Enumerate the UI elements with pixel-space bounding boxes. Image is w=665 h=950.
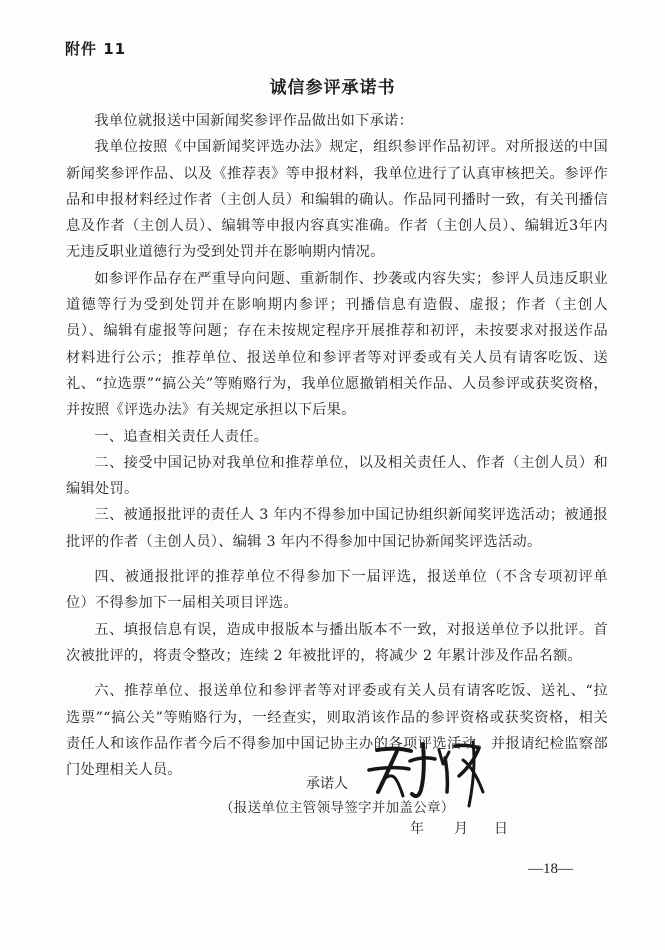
date-line xyxy=(410,818,508,838)
date-year-label: 年 xyxy=(410,821,424,837)
document-body xyxy=(66,108,608,783)
date-month-label: 月 xyxy=(454,821,468,837)
promisor-label: 承诺人 xyxy=(306,776,348,792)
clause-2: 二、接受中国记协对我单位和推荐单位，以及相关责任人、作者（主创人员）和编辑处罚。 xyxy=(66,454,608,498)
date-day-label: 日 xyxy=(494,821,508,837)
attachment-label: 附件 11 xyxy=(65,40,127,58)
page-number: —18— xyxy=(528,861,573,877)
consequences-paragraph: 如参评作品存在严重导向问题、重新制作、抄袭或内容失实；参评人员违反职业道德等行为受到处罚并在影响期内参评；刊播信息有造假、虚报；作者（主创人员）、编辑有虚报等问题；存在未按规定程序开展推荐和初评，未按要求对报送作品材料进行公示；推荐单位、报送单位和参评者等对评委或有关人员有请客吃饭、送礼、“拉选票”“搞公关”等贿赂行为，我单位愿撤销相关作品、人员参评或获奖资格，并按照《评选办法》有关规定承担以下后果。 xyxy=(66,270,608,419)
intro-paragraph: 我单位就报送中国新闻奖参评作品做出如下承诺： xyxy=(94,113,414,129)
clause-4: 四、被通报批评的推荐单位不得参加下一届评选，报送单位（不含专项初评单位）不得参加下一届相关项目评选。 xyxy=(66,569,608,612)
document-title: 诚信参评承诺书 xyxy=(269,78,396,98)
signature-instruction: （报送单位主管领导签字并加盖公章） xyxy=(220,800,455,816)
clause-5: 五、填报信息有误，造成申报版本与播出版本不一致，对报送单位予以批评。首次被批评的，将责令整改；连续 2 年被批评的，将减少 2 年累计涉及作品名额。 xyxy=(66,621,608,664)
clause-1: 一、追查相关责任人责任。 xyxy=(94,428,269,445)
commitment-paragraph: 我单位按照《中国新闻奖评选办法》规定，组织参评作品初评。对所报送的中国新闻奖参评作品、以及《推荐表》等申报材料，我单位进行了认真审核把关。参评作品和申报材料经过作者（主创人员）和编辑的确认。作品同刊播时一致，有关刊播信息及作者（主创人员）、编辑等申报内容真实准确。作者（主创人员）、编辑近3年内无违反职业道德行为受到处罚并在影响期内情况。 xyxy=(66,139,608,261)
clause-3: 三、被通报批评的责任人 3 年内不得参加中国记协组织新闻奖评选活动；被通报批评的作者（主创人员）、编辑 3 年内不得参加中国记协新闻奖评选活动。 xyxy=(66,507,608,550)
clause-6: 六、推荐单位、报送单位和参评者等对评委或有关人员有请客吃饭、送礼、“拉选票”“搞公关”等贿赂行为，一经查实，则取消该作品的参评资格或获奖资格，相关责任人和该作品作者今后不得参加中国记协主办的各项评选活动。并报请纪检监察部门处理相关人员。 xyxy=(66,683,608,779)
